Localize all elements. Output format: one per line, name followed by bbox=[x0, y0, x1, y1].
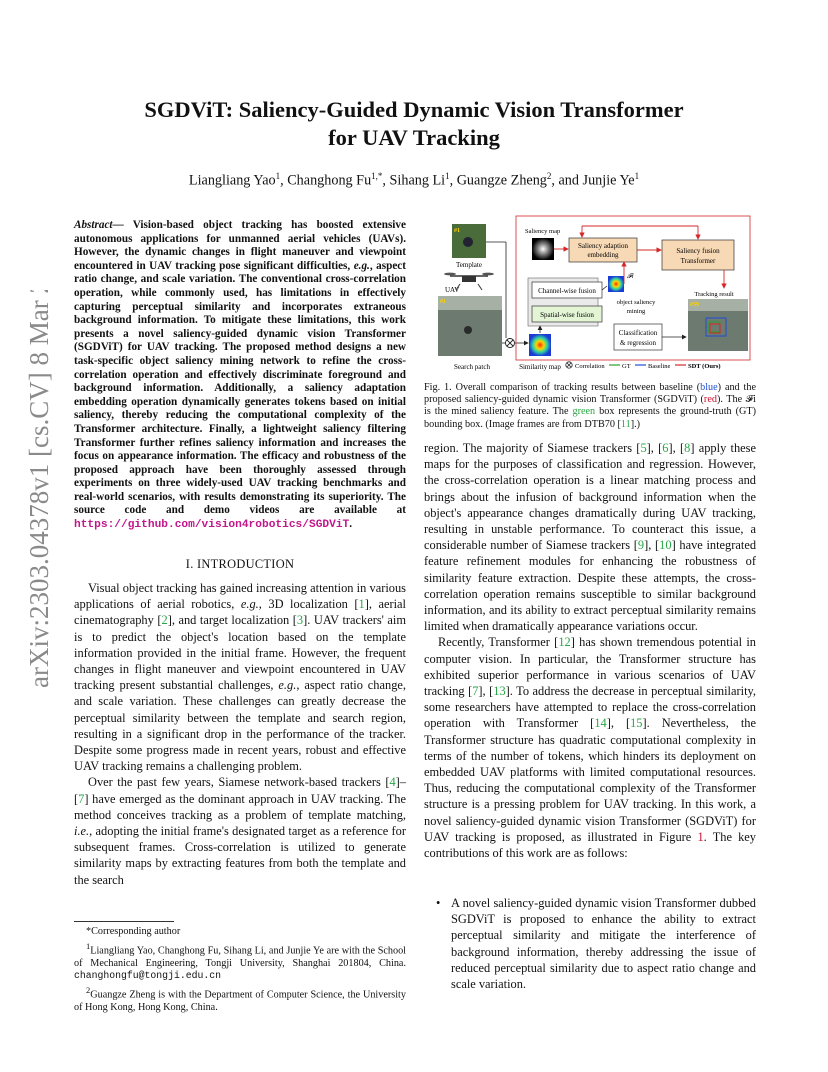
saliency-feature-image bbox=[608, 276, 624, 292]
abstract-eg: e.g. bbox=[353, 259, 370, 272]
citation-link[interactable]: 8 bbox=[684, 441, 691, 455]
abstract-text: , aspect ratio change, and scale variation. The conventional cross-correlation operation, while commonly used, has limitations in effectively capturing perceptual similarity and incorporates extraneous background information. To mitigate these limitations, this work presents a novel saliency-guided dynamic vision Transformer (SGDViT) for UAV tracking. The proposed method designs a new task-specific object saliency mining network to refine the cross-correlation operation and effectively discriminate foreground and background information. Additionally, a saliency adaptation embedding operation dynamically generates tokens based on initial saliency, thereby reducing the computational complexity of the Transformer architecture. Finally, a lightweight saliency filtering Transformer further refines saliency information and increases the focus on appearance information. The efficacy and robustness of the proposed approach have been thoroughly assessed through experiments on three widely-used UAV tracking benchmarks and real-world scenarios, with results demonstrating its superiority. The source code and demo videos are available at bbox=[74, 259, 406, 517]
author: Guangze Zheng bbox=[456, 172, 547, 189]
legend-baseline: Baseline bbox=[648, 363, 671, 370]
text: , aspect ratio change, and scale variation. These challenges can greatly decrease the perceptual similarity between the template and search region, resulting in a significant drop in the performance of the tracker. Despite some progress made in recent years, robust and effective UAV tracking remains a challenging problem. bbox=[74, 678, 406, 774]
text-ie: i.e. bbox=[74, 824, 90, 839]
contribution-bullet bbox=[424, 895, 756, 992]
saliency-map-image bbox=[532, 238, 554, 260]
text: ]. Nevertheless, the Transformer structure has quadratic computational complexity in terms of the number of tokens, which hinders its deployment on embedded UAV platforms with limited computational resources. Thus, reducing the computational complexity of the Transformer structure is a pressing problem for UAV tracking. In this work, a novel saliency-guided dynamic vision Transformer (SGDViT) for UAV tracking is proposed, as illustrated in Figure bbox=[424, 716, 756, 844]
footnote-2 bbox=[74, 984, 406, 1014]
text-eg: e.g. bbox=[240, 597, 259, 612]
text: region. The majority of Siamese trackers [ bbox=[424, 441, 641, 455]
label-search-patch: Search patch bbox=[454, 363, 490, 371]
label-saliency-adaption: Saliency adaption bbox=[578, 242, 628, 250]
left-column-body bbox=[74, 580, 406, 888]
text-blue: blue bbox=[700, 382, 718, 393]
text: Guangze Zheng is with the Department of Computer Science, the University of Hong Kong, Hong Kong, China. bbox=[74, 989, 406, 1013]
arxiv-side-stamp bbox=[8, 290, 60, 690]
text: ], [ bbox=[668, 441, 685, 455]
text: ], [ bbox=[478, 684, 494, 699]
citation-link[interactable]: 13 bbox=[493, 684, 506, 699]
citation-link[interactable]: 1 bbox=[358, 597, 365, 612]
figure-caption bbox=[424, 382, 756, 431]
abstract-text: Vision-based object tracking has boosted extensive autonomous applications for unmanned aerial vehicles (UAVs). However, the dynamic changes in flight maneuver and viewpoint encountered in UAV tracking pose significant difficulties, bbox=[74, 219, 406, 272]
right-paragraph-2 bbox=[424, 634, 756, 861]
citation-link[interactable]: 14 bbox=[594, 716, 607, 731]
citation-link[interactable]: 11 bbox=[620, 418, 631, 430]
text: box represents the ground-truth (GT) bounding box. (Image frames are from DTB70 [ bbox=[424, 406, 756, 430]
text: ). The 𝓕i is the mined saliency feature. The bbox=[424, 394, 756, 418]
arxiv-identifier: arXiv:2303.04378v1 [cs.CV] 8 Mar 2023 bbox=[24, 290, 54, 688]
text: ], aerial cinematography [ bbox=[74, 597, 406, 628]
text: . The key contributions of this work are as follows: bbox=[424, 829, 756, 861]
author-affiliation: 1 bbox=[275, 171, 281, 181]
footnotes bbox=[74, 921, 406, 1014]
figure-1-diagram bbox=[424, 212, 756, 374]
label-saliency-map: Saliency map bbox=[525, 228, 561, 235]
label-tracking-result: Tracking result bbox=[694, 291, 734, 298]
citation-link[interactable]: 3 bbox=[296, 613, 304, 628]
citation-link[interactable]: 15 bbox=[630, 716, 643, 731]
author: Junjie Ye bbox=[582, 172, 635, 189]
text: ].) bbox=[630, 418, 641, 430]
label-uav: UAV bbox=[445, 286, 460, 294]
citation-link[interactable]: 7 bbox=[78, 791, 85, 806]
footnote-rule bbox=[74, 921, 174, 922]
author: Liangliang Yao bbox=[188, 172, 276, 189]
citation-link[interactable]: 9 bbox=[637, 538, 645, 553]
author-affiliation: 1 bbox=[634, 171, 640, 181]
text: Recently, Transformer [ bbox=[438, 635, 559, 650]
footnote-corresponding: *Corresponding author bbox=[86, 926, 181, 937]
author-affiliation: 1 bbox=[445, 171, 450, 181]
author-affiliation: 2 bbox=[546, 171, 552, 181]
right-column-body bbox=[424, 440, 756, 861]
label-spatial-fusion: Spatial-wise fusion bbox=[540, 311, 594, 319]
title-line-2: for UAV Tracking bbox=[328, 125, 500, 150]
text: ]. To address the decrease in perceptual similarity, some researchers have attempted to replace the cross-correlation operation with Transformer [ bbox=[424, 684, 756, 731]
text: , 3D localization [ bbox=[258, 597, 359, 612]
label-classification: Classification bbox=[618, 329, 658, 337]
bullet-text: A novel saliency-guided dynamic vision Transformer dubbed SGDViT is proposed to enhance the ability to extract perceptual similarity and mitigate the interference of background information, thereby addressing the issue of reduced perceptual similarity due to aspect ratio change and scale variation. bbox=[451, 896, 756, 992]
text-red: red bbox=[703, 394, 717, 406]
text: Visual object tracking has gained increasing attention in various applications of aerial robotics, bbox=[74, 581, 406, 612]
citation-link[interactable]: 7 bbox=[472, 684, 479, 699]
legend-ours: SDT (Ours) bbox=[688, 363, 721, 370]
code-link[interactable]: https://github.com/vision4robotics/SGDViT bbox=[74, 519, 350, 532]
label-channel-fusion: Channel-wise fusion bbox=[538, 287, 596, 295]
citation-link[interactable]: 10 bbox=[659, 538, 672, 553]
figure-link[interactable]: 1 bbox=[697, 829, 704, 844]
label-similarity-map: Similarity map bbox=[519, 363, 561, 371]
abstract bbox=[74, 219, 406, 533]
label-transformer: Transformer bbox=[680, 257, 716, 265]
label-embedding: embedding bbox=[587, 251, 619, 259]
text: Over the past few years, Siamese network-based trackers [ bbox=[88, 775, 390, 790]
author-affiliation: 1,* bbox=[371, 171, 383, 181]
caption-label: Fig. 1. bbox=[424, 382, 452, 393]
text: ]. UAV trackers' aim is to predict the object's location based on the template information provided in the initial frame. However, the frequent changes in flight maneuver and viewpoint encountered in UAV tracking present substantial challenges, bbox=[74, 613, 407, 693]
footnote-marker: 2 bbox=[86, 985, 91, 996]
author: Sihang Li bbox=[389, 172, 446, 189]
text: , adopting the initial frame's designated target as a reference for subsequent frames. Cross-correlation is utilized to generate similarity maps by extracting features from both the template and the search bbox=[74, 824, 406, 887]
text: Liangliang Yao, Changhong Fu, Sihang Li, and Junjie Ye are with the School of Mechanical Engineering, Tongji University, Shanghai 201804, China. bbox=[74, 945, 406, 969]
text: ] have emerged as the dominant approach in UAV tracking. The method conceives tracking as a problem of template matching, bbox=[74, 791, 406, 822]
text: ] apply these maps for the purposes of classification and regression. However, the cross-correlation operation is a linear matching process and brings about the infusion of background information when the object's appearance changes dramatically during UAV tracking, resulting in unstable performance. To counteract this issue, a considerable number of Siamese trackers [ bbox=[424, 441, 757, 553]
citation-link[interactable]: 2 bbox=[161, 613, 168, 628]
text: ], and target localization [ bbox=[167, 613, 297, 628]
intro-paragraph-2 bbox=[74, 774, 406, 887]
svg-text:#39: #39 bbox=[690, 302, 699, 308]
right-paragraph-1 bbox=[424, 440, 756, 634]
footnote-1 bbox=[74, 940, 406, 982]
label-object-saliency: object saliency bbox=[616, 299, 656, 306]
footnote-marker: 1 bbox=[86, 941, 91, 952]
citation-link[interactable]: 6 bbox=[662, 441, 669, 455]
citation-link[interactable]: 12 bbox=[558, 635, 571, 650]
label-fi: 𝓕i bbox=[627, 273, 634, 280]
text: Overall comparison of tracking results between baseline ( bbox=[451, 382, 701, 393]
text-green: green bbox=[572, 406, 596, 418]
bullet-dot: • bbox=[436, 896, 441, 910]
text-eg: e.g. bbox=[278, 678, 297, 693]
label-mining: mining bbox=[626, 308, 646, 315]
text: ]–[ bbox=[74, 775, 406, 806]
citation-link[interactable]: 5 bbox=[640, 441, 647, 455]
similarity-map-image bbox=[529, 334, 551, 356]
intro-paragraph-1 bbox=[74, 580, 406, 774]
title-line-1: SGDViT: Saliency-Guided Dynamic Vision Transformer bbox=[144, 97, 684, 122]
abstract-dash: — bbox=[112, 219, 133, 231]
author: Changhong Fu bbox=[287, 172, 372, 189]
legend-correlation: Correlation bbox=[575, 363, 605, 370]
label-regression: & regression bbox=[620, 339, 656, 347]
saliency-fusion-transformer-block bbox=[662, 240, 734, 270]
email-link[interactable]: changhongfu@tongji.edu.cn bbox=[74, 970, 221, 981]
label-saliency-fusion: Saliency fusion bbox=[676, 247, 720, 255]
author-list: Liangliang Yao$^1$, Changhong $Fu^{1,*}$, Sihang Li$^1$, Guangze Zheng$^2$, and Junjie Ye$^1$ bbox=[188, 171, 640, 189]
label-template: Template bbox=[456, 261, 482, 269]
abstract-label: Abstract bbox=[74, 219, 113, 231]
abstract-end: . bbox=[349, 518, 353, 531]
text: ], [ bbox=[644, 538, 660, 553]
text: ] have integrated feature refinement modules for enhancing the robustness of similarity feature extraction. Despite these attempts, the cross-correlation operation remains susceptible to similar background information, and its ability to extract perceptual similarity remains limited when dramatically appearance variations occur. bbox=[424, 538, 757, 634]
paper-title bbox=[90, 96, 738, 152]
text: ], [ bbox=[646, 441, 663, 455]
svg-text:#1: #1 bbox=[454, 228, 460, 234]
svg-text:#1: #1 bbox=[440, 299, 446, 305]
section-heading: I. INTRODUCTION bbox=[185, 557, 295, 571]
text: ], [ bbox=[606, 716, 631, 731]
legend-gt: GT bbox=[622, 363, 631, 370]
text: ) and the proposed saliency-guided dynamic vision Transformer (SGDViT) ( bbox=[424, 382, 756, 406]
text: ] has shown tremendous potential in computer vision. In particular, the Transformer structure has exhibited superior performance in various scenarios of UAV tracking [ bbox=[424, 635, 757, 699]
citation-link[interactable]: 4 bbox=[389, 775, 396, 790]
